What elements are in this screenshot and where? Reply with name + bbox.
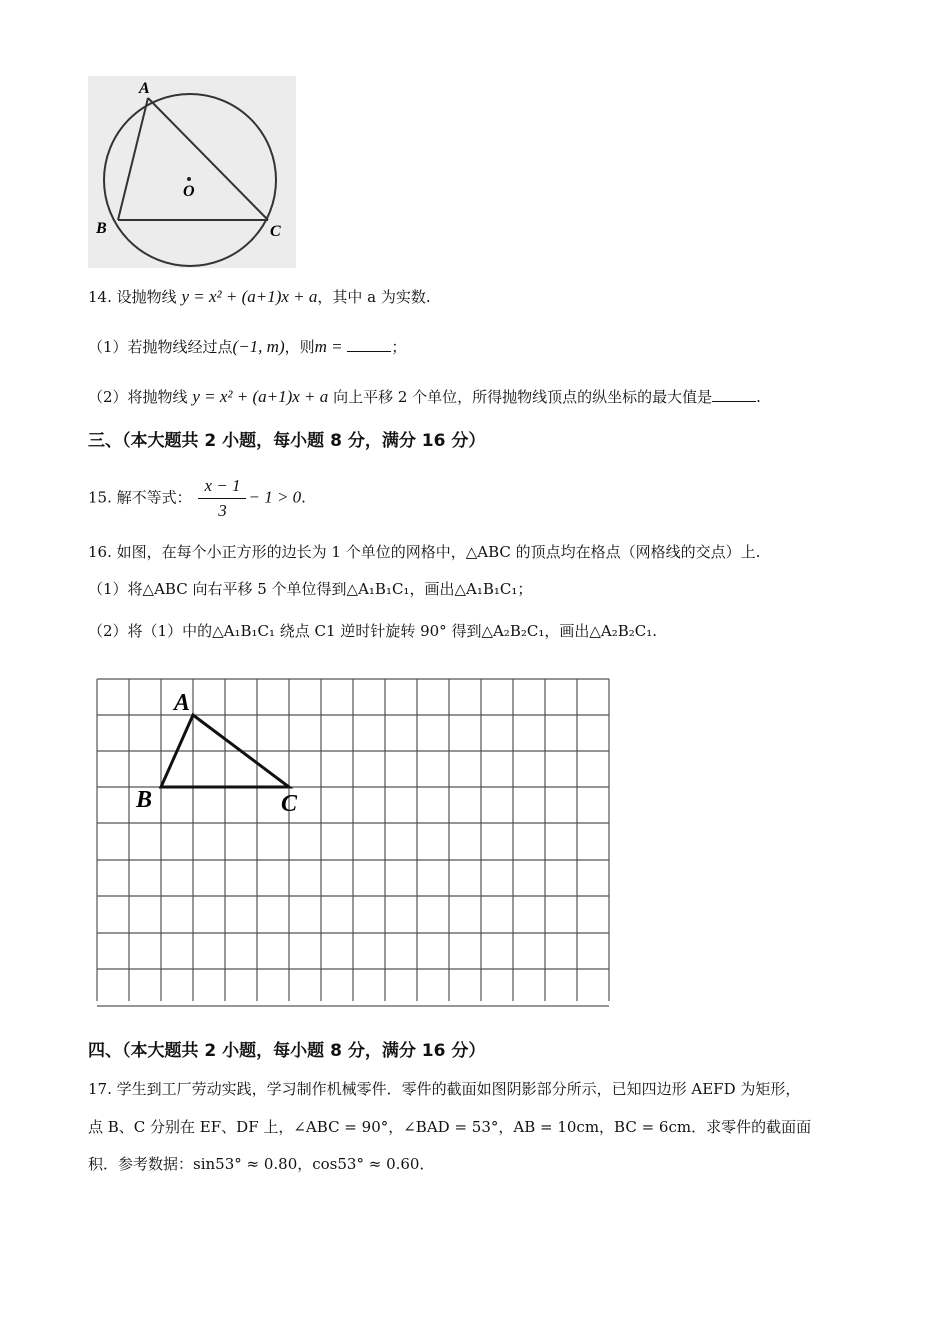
- label-a: A: [139, 80, 150, 97]
- grid-label-c: C: [281, 791, 298, 817]
- section-4-title: 四、（本大题共 2 小题，每小题 8 分，满分 16 分）: [88, 1041, 486, 1061]
- q17-line2: 点 B、C 分别在 EF、DF 上，∠ABC = 90°，∠BAD = 53°，AB = 10cm，BC = 6cm．求零件的截面面: [88, 1118, 812, 1136]
- q16-part1: （1）将△ABC 向右平移 5 个单位得到△A₁B₁C₁，画出△A₁B₁C₁；: [88, 580, 533, 598]
- q16-stem: 16. 如图，在每个小正方形的边长为 1 个单位的网格中，△ABC 的顶点均在格点（网格线的交点）上.: [88, 543, 761, 561]
- center-dot: [187, 177, 191, 181]
- grid-label-a: A: [174, 690, 191, 716]
- label-o: O: [183, 183, 195, 200]
- grid-figure: [90, 672, 620, 1014]
- fraction: $\frac{x - 1}{3}$: [198, 474, 246, 523]
- label-b: B: [96, 220, 107, 237]
- label-c: C: [270, 223, 281, 240]
- q14-part2: （2）将抛物线 y = x² + (a+1)x + a 向上平移 2 个单位，所得抛物线顶点的纵坐标的最大值是 .: [88, 387, 761, 406]
- grid-label-b: B: [136, 787, 153, 813]
- q15: 15. 解不等式： $\frac{x - 1}{3}$ − 1 > 0.: [88, 474, 306, 523]
- q17-line3: 积．参考数据：sin53° ≈ 0.80，cos53° ≈ 0.60．: [88, 1155, 435, 1173]
- q14-stem: 14. 设抛物线 y = x² + (a+1)x + a，其中 a 为实数.: [88, 287, 431, 306]
- q14-part1: （1）若抛物线经过点(−1, m)，则m = ；: [88, 337, 407, 356]
- circle-figure: [88, 76, 296, 268]
- q17-line1: 17. 学生到工厂劳动实践，学习制作机械零件．零件的截面如图阴影部分所示，已知四边形 AEFD 为矩形，: [88, 1080, 801, 1098]
- q14-equation: y = x² + (a+1)x + a: [181, 287, 318, 306]
- section-3-title: 三、（本大题共 2 小题，每小题 8 分，满分 16 分）: [88, 431, 486, 451]
- q16-part2: （2）将（1）中的△A₁B₁C₁ 绕点 C1 逆时针旋转 90° 得到△A₂B₂C₁，画出△A₂B₂C₁.: [88, 622, 658, 640]
- answer-blank: [712, 387, 756, 402]
- grid-lines: [97, 679, 609, 1006]
- answer-blank: [347, 337, 391, 352]
